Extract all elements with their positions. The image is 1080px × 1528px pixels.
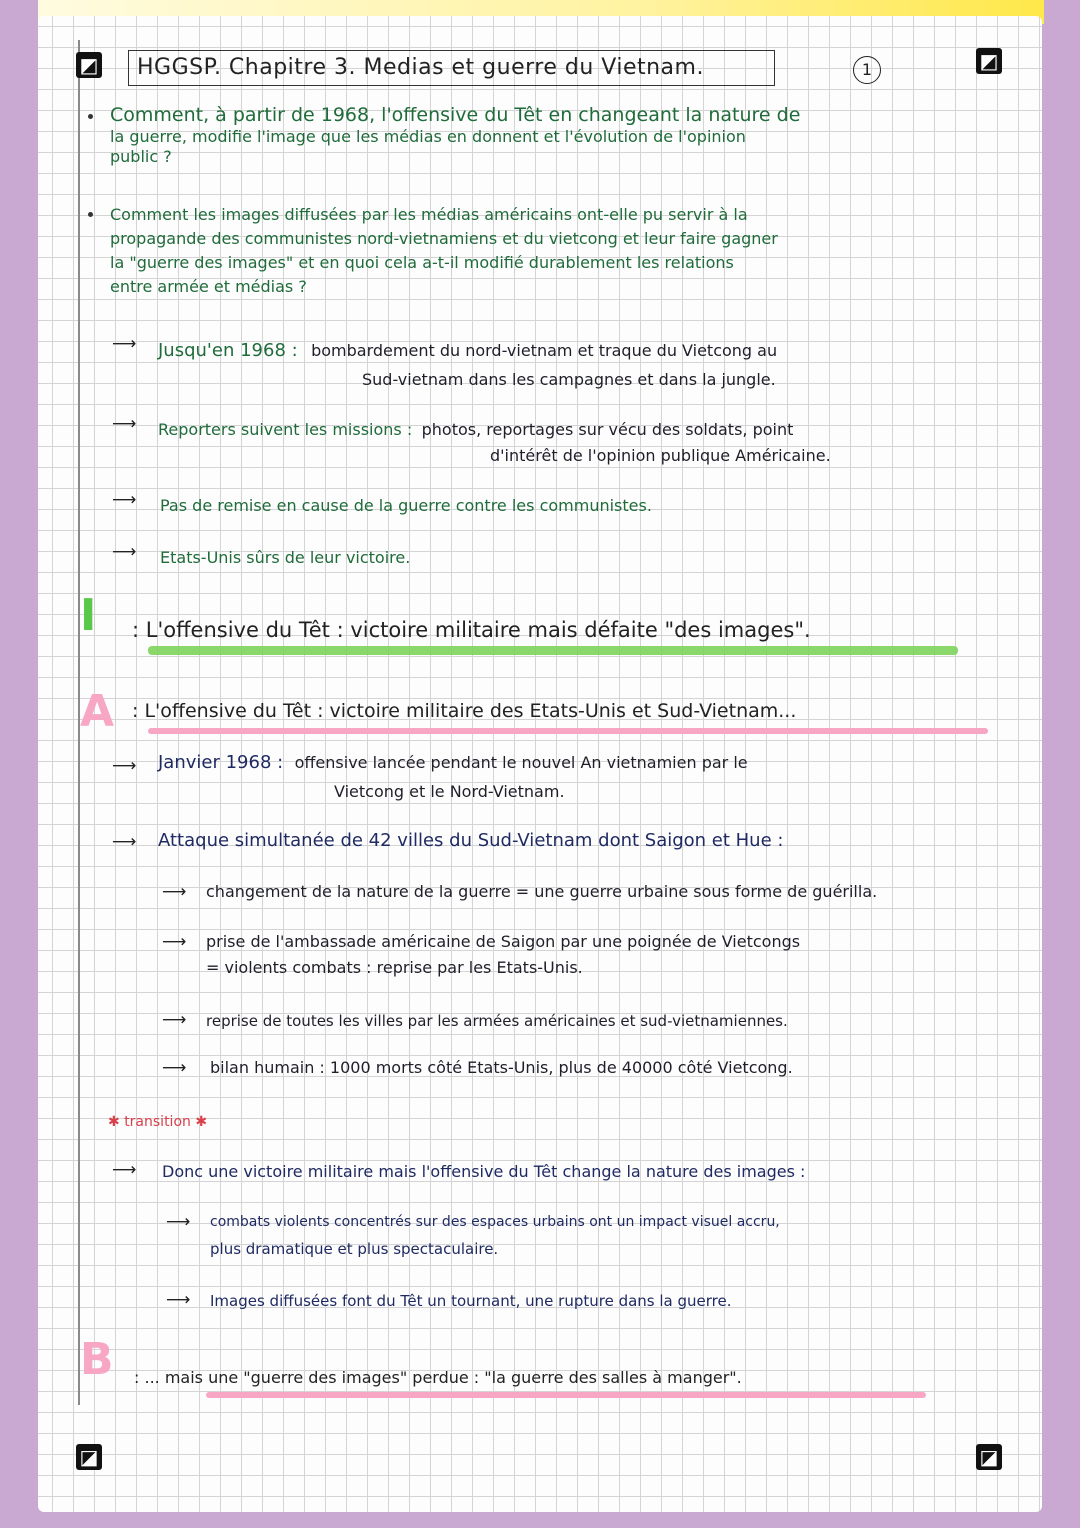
corner-logo-icon: ◩: [76, 52, 102, 78]
part-A-subpoint-4: bilan humain : 1000 morts côté Etats-Unis, plus de 40000 côté Vietcong.: [210, 1058, 793, 1077]
corner-logo-icon: ◪: [976, 1444, 1002, 1470]
part-B-title: : ... mais une "guerre des images" perdue : "la guerre des salles à manger".: [134, 1368, 742, 1387]
arrow-icon: ⟶: [162, 882, 187, 902]
part-A-conclusion: Donc une victoire militaire mais l'offensive du Têt change la nature des images :: [162, 1162, 806, 1181]
transition-label: ✱ transition ✱: [108, 1114, 208, 1130]
bullet-icon: [88, 212, 93, 217]
part-B-underline: [206, 1392, 926, 1398]
arrow-icon: ⟶: [166, 1290, 191, 1310]
conclusion-point-2: Images diffusées font du Têt un tournant, une rupture dans la guerre.: [210, 1292, 732, 1310]
conclusion-point-1: combats violents concentrés sur des espaces urbains ont un impact visuel accru,: [210, 1214, 780, 1230]
arrow-icon: ⟶: [112, 832, 137, 852]
page-number: 1: [853, 56, 881, 84]
part-A-title: : L'offensive du Têt : victoire militaire des Etats-Unis et Sud-Vietnam...: [132, 700, 797, 722]
part-A-point-2: Attaque simultanée de 42 villes du Sud-Vietnam dont Saigon et Hue :: [158, 830, 784, 851]
intro-point-2-line-2: d'intérêt de l'opinion publique Américaine.: [490, 446, 831, 465]
intro-point-4: Etats-Unis sûrs de leur victoire.: [160, 548, 411, 567]
part-A-point-1-line-2: Vietcong et le Nord-Vietnam.: [334, 782, 565, 801]
arrow-icon: ⟶: [112, 334, 137, 354]
star-icon: ✱: [190, 1114, 208, 1130]
arrow-icon: ⟶: [162, 932, 187, 952]
question-1: Comment, à partir de 1968, l'offensive du Têt en changeant la nature de la guerre, modifie l'image que les médias en donnent et l'évolution de l'opinion public ?: [110, 104, 801, 166]
arrow-icon: ⟶: [112, 490, 137, 510]
question-2: Comment les images diffusées par les médias américains ont-elle pu servir à la propagande des communistes nord-vietnamiens et du vietcong et leur faire gagner la "guerre des images" et en quoi cela a-t-il modifié durablement les relations entre armée et médias ?: [110, 205, 778, 296]
part-I-title: : L'offensive du Têt : victoire militaire mais défaite "des images".: [132, 618, 811, 642]
part-B-marker: B: [80, 1334, 114, 1385]
arrow-icon: ⟶: [162, 1010, 187, 1030]
page-title: HGGSP. Chapitre 3. Medias et guerre du Vietnam.: [137, 55, 704, 80]
part-A-subpoint-1: changement de la nature de la guerre = une guerre urbaine sous forme de guérilla.: [206, 882, 878, 901]
arrow-icon: ⟶: [112, 1160, 137, 1180]
star-icon: ✱: [108, 1114, 125, 1130]
arrow-icon: ⟶: [112, 542, 137, 562]
part-A-subpoint-2: prise de l'ambassade américaine de Saigon par une poignée de Vietcongs: [206, 932, 801, 951]
arrow-icon: ⟶: [112, 756, 137, 776]
arrow-icon: ⟶: [162, 1058, 187, 1078]
part-I-marker: I: [80, 590, 97, 641]
arrow-icon: ⟶: [112, 414, 137, 434]
intro-point-1-line-2: Sud-vietnam dans les campagnes et dans la jungle.: [362, 370, 776, 389]
bullet-icon: [88, 114, 93, 119]
corner-logo-icon: ◩: [976, 48, 1002, 74]
part-I-underline: [148, 646, 958, 655]
intro-point-2: Reporters suivent les missions : photos, reportages sur vécu des soldats, point: [158, 420, 794, 439]
part-A-subpoint-2-line-2: = violents combats : reprise par les Etats-Unis.: [206, 958, 583, 977]
intro-point-1: Jusqu'en 1968 : bombardement du nord-vietnam et traque du Vietcong au: [158, 340, 778, 361]
part-A-underline: [148, 728, 988, 734]
part-A-marker: A: [80, 686, 115, 737]
arrow-icon: ⟶: [166, 1212, 191, 1232]
intro-point-3: Pas de remise en cause de la guerre contre les communistes.: [160, 496, 652, 515]
part-A-subpoint-3: reprise de toutes les villes par les armées américaines et sud-vietnamiennes.: [206, 1012, 788, 1030]
corner-logo-icon: ◪: [76, 1444, 102, 1470]
part-A-point-1: Janvier 1968 : offensive lancée pendant le nouvel An vietnamien par le: [158, 752, 748, 773]
conclusion-point-1-line-2: plus dramatique et plus spectaculaire.: [210, 1240, 499, 1258]
